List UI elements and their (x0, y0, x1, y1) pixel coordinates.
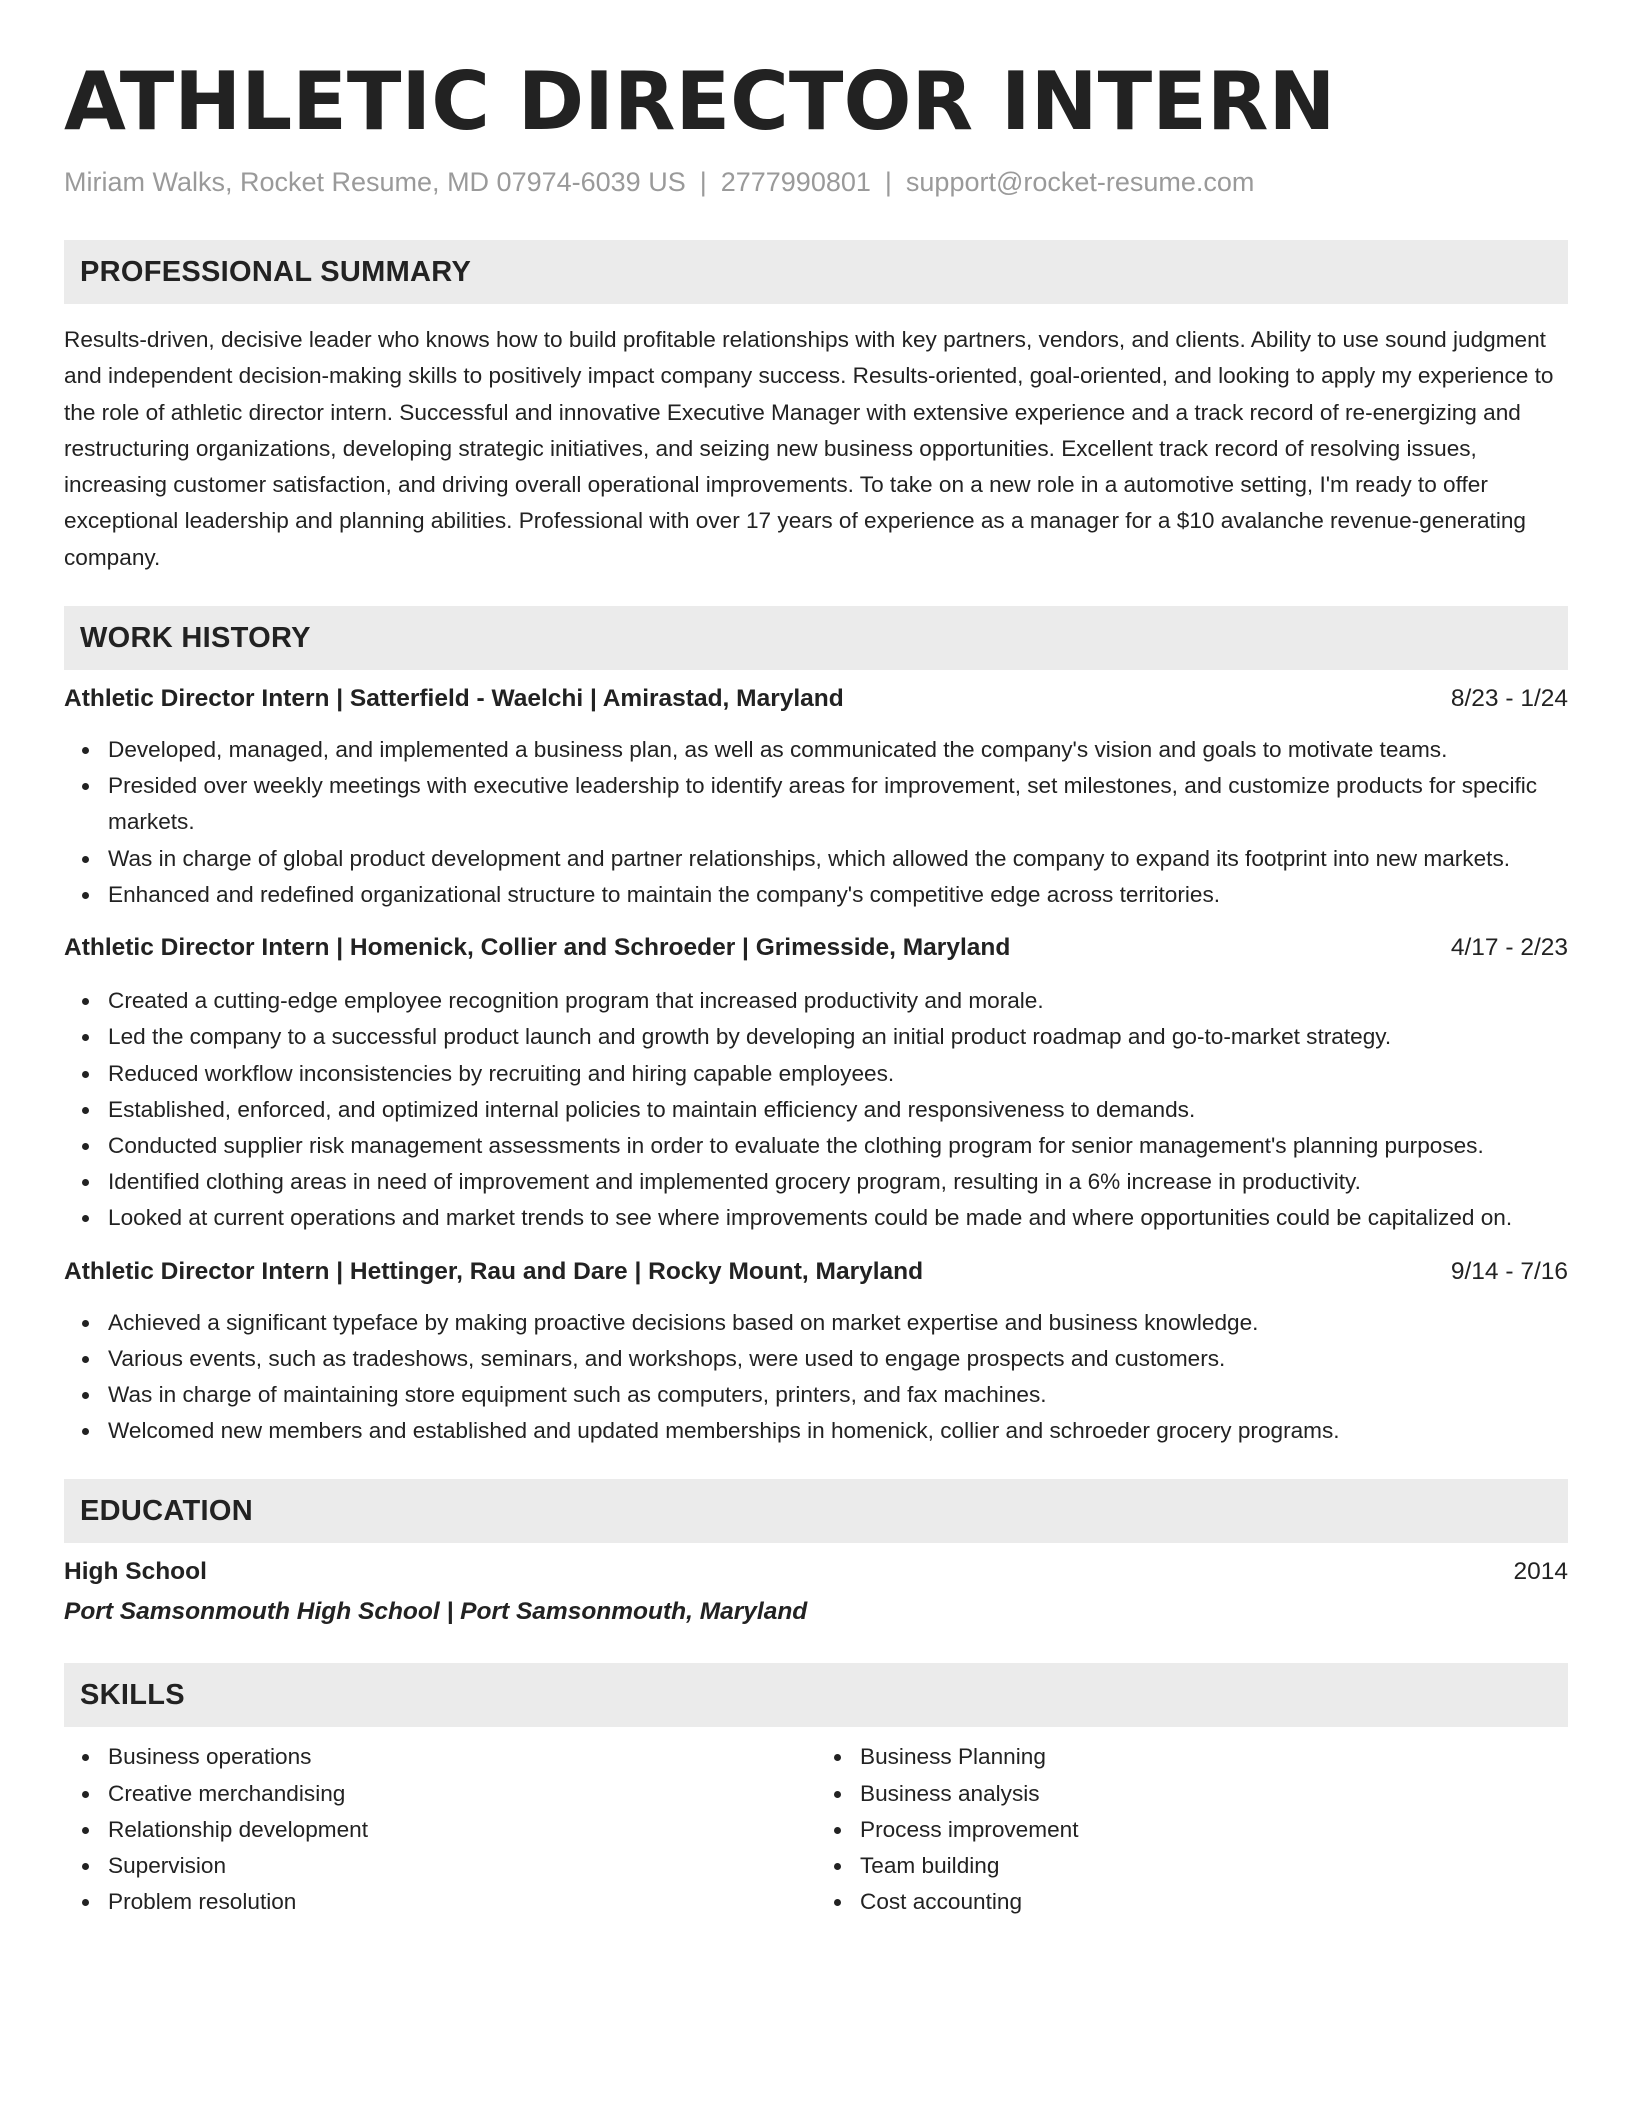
list-item: Welcomed new members and established and updated memberships in homenick, collier and schroeder grocery programs. (108, 1413, 1568, 1449)
summary-text: Results-driven, decisive leader who knows how to build profitable relationships with key partners, vendors, and clients. Ability to use sound judgment and independent decision-making skills to positively impact company success. Results-oriented, goal-oriented, and looking to apply my experience to the role of athletic director intern. Successful and innovative Executive Manager with extensive experience and a track record of re-energizing and restructuring organizations, developing strategic initiatives, and seizing new business opportunities. Excellent track record of resolving issues, increasing customer satisfaction, and driving overall operational improvements. To take on a new role in a automotive setting, I'm ready to offer exceptional leadership and planning abilities. Professional with over 17 years of experience as a manager for a $10 avalanche revenue-generating company. (64, 327, 1554, 570)
job-entry (64, 1255, 1568, 1450)
contact-separator: | (884, 167, 892, 197)
job-entry (64, 682, 1568, 913)
list-item: Developed, managed, and implemented a business plan, as well as communicated the company's vision and goals to motivate teams. (108, 732, 1568, 768)
job-dates: 9/14 - 7/16 (1450, 1257, 1568, 1285)
education-degree: High School (64, 1558, 207, 1586)
contact-phone: 2777990801 (720, 167, 871, 197)
list-item: Various events, such as tradeshows, seminars, and workshops, were used to engage prospects and customers. (108, 1341, 1568, 1377)
job-title: Athletic Director Intern | Hettinger, Rau and Dare | Rocky Mount, Maryland (64, 1257, 924, 1285)
job-dates: 4/17 - 2/23 (1450, 934, 1568, 962)
education-heading: EDUCATION (64, 1479, 1568, 1543)
resume-title: ATHLETIC DIRECTOR INTERN (64, 55, 1336, 148)
education-entry (64, 1555, 1568, 1629)
contact-line (64, 164, 1568, 200)
list-item: Supervision (108, 1848, 816, 1884)
skills-columns (64, 1739, 1568, 1920)
education-school: Port Samsonmouth High School | Port Samsonmouth, Maryland (64, 1598, 808, 1626)
work-history-heading: WORK HISTORY (64, 606, 1568, 670)
education-header (64, 1555, 1568, 1589)
resume-page (64, 0, 1568, 1920)
list-item: Cost accounting (860, 1884, 1568, 1920)
job-title: Athletic Director Intern | Satterfield - Waelchi | Amirastad, Maryland (64, 685, 844, 713)
job-header (64, 1255, 1568, 1289)
skills-heading: SKILLS (64, 1663, 1568, 1727)
job-header (64, 931, 1568, 965)
list-item: Enhanced and redefined organizational structure to maintain the company's competitive edge across territories. (108, 877, 1568, 913)
contact-email: support@rocket-resume.com (905, 167, 1255, 197)
job-bullets (64, 983, 1568, 1236)
contact-separator: | (699, 167, 707, 197)
skills-list-left (64, 1739, 816, 1920)
list-item: Problem resolution (108, 1884, 816, 1920)
job-title: Athletic Director Intern | Homenick, Collier and Schroeder | Grimesside, Maryland (64, 934, 1011, 962)
list-item: Business Planning (860, 1739, 1568, 1775)
list-item: Conducted supplier risk management assessments in order to evaluate the clothing program for senior management's planning purposes. (108, 1128, 1568, 1164)
list-item: Business analysis (860, 1776, 1568, 1812)
job-header (64, 682, 1568, 716)
list-item: Relationship development (108, 1812, 816, 1848)
list-item: Looked at current operations and market trends to see where improvements could be made and where opportunities could be capitalized on. (108, 1200, 1568, 1236)
education-year: 2014 (1513, 1558, 1568, 1586)
list-item: Identified clothing areas in need of improvement and implemented grocery program, resulting in a 6% increase in productivity. (108, 1164, 1568, 1200)
list-item: Presided over weekly meetings with executive leadership to identify areas for improvement, set milestones, and customize products for specific markets. (108, 768, 1568, 840)
list-item: Created a cutting-edge employee recognition program that increased productivity and morale. (108, 983, 1568, 1019)
job-bullets (64, 1305, 1568, 1450)
job-bullets (64, 732, 1568, 913)
summary-heading: PROFESSIONAL SUMMARY (64, 240, 1568, 304)
skills-list-right (816, 1739, 1568, 1920)
contact-address: Miriam Walks, Rocket Resume, MD 07974-6039 US (64, 167, 686, 197)
list-item: Was in charge of global product development and partner relationships, which allowed the company to expand its footprint into new markets. (108, 841, 1568, 877)
list-item: Led the company to a successful product launch and growth by developing an initial product roadmap and go-to-market strategy. (108, 1019, 1568, 1055)
list-item: Achieved a significant typeface by making proactive decisions based on market expertise and business knowledge. (108, 1305, 1568, 1341)
list-item: Established, enforced, and optimized internal policies to maintain efficiency and responsiveness to demands. (108, 1092, 1568, 1128)
list-item: Business operations (108, 1739, 816, 1775)
job-dates: 8/23 - 1/24 (1450, 685, 1568, 713)
list-item: Creative merchandising (108, 1776, 816, 1812)
list-item: Team building (860, 1848, 1568, 1884)
list-item: Was in charge of maintaining store equipment such as computers, printers, and fax machines. (108, 1377, 1568, 1413)
list-item: Reduced workflow inconsistencies by recruiting and hiring capable employees. (108, 1056, 1568, 1092)
list-item: Process improvement (860, 1812, 1568, 1848)
job-entry (64, 931, 1568, 1236)
